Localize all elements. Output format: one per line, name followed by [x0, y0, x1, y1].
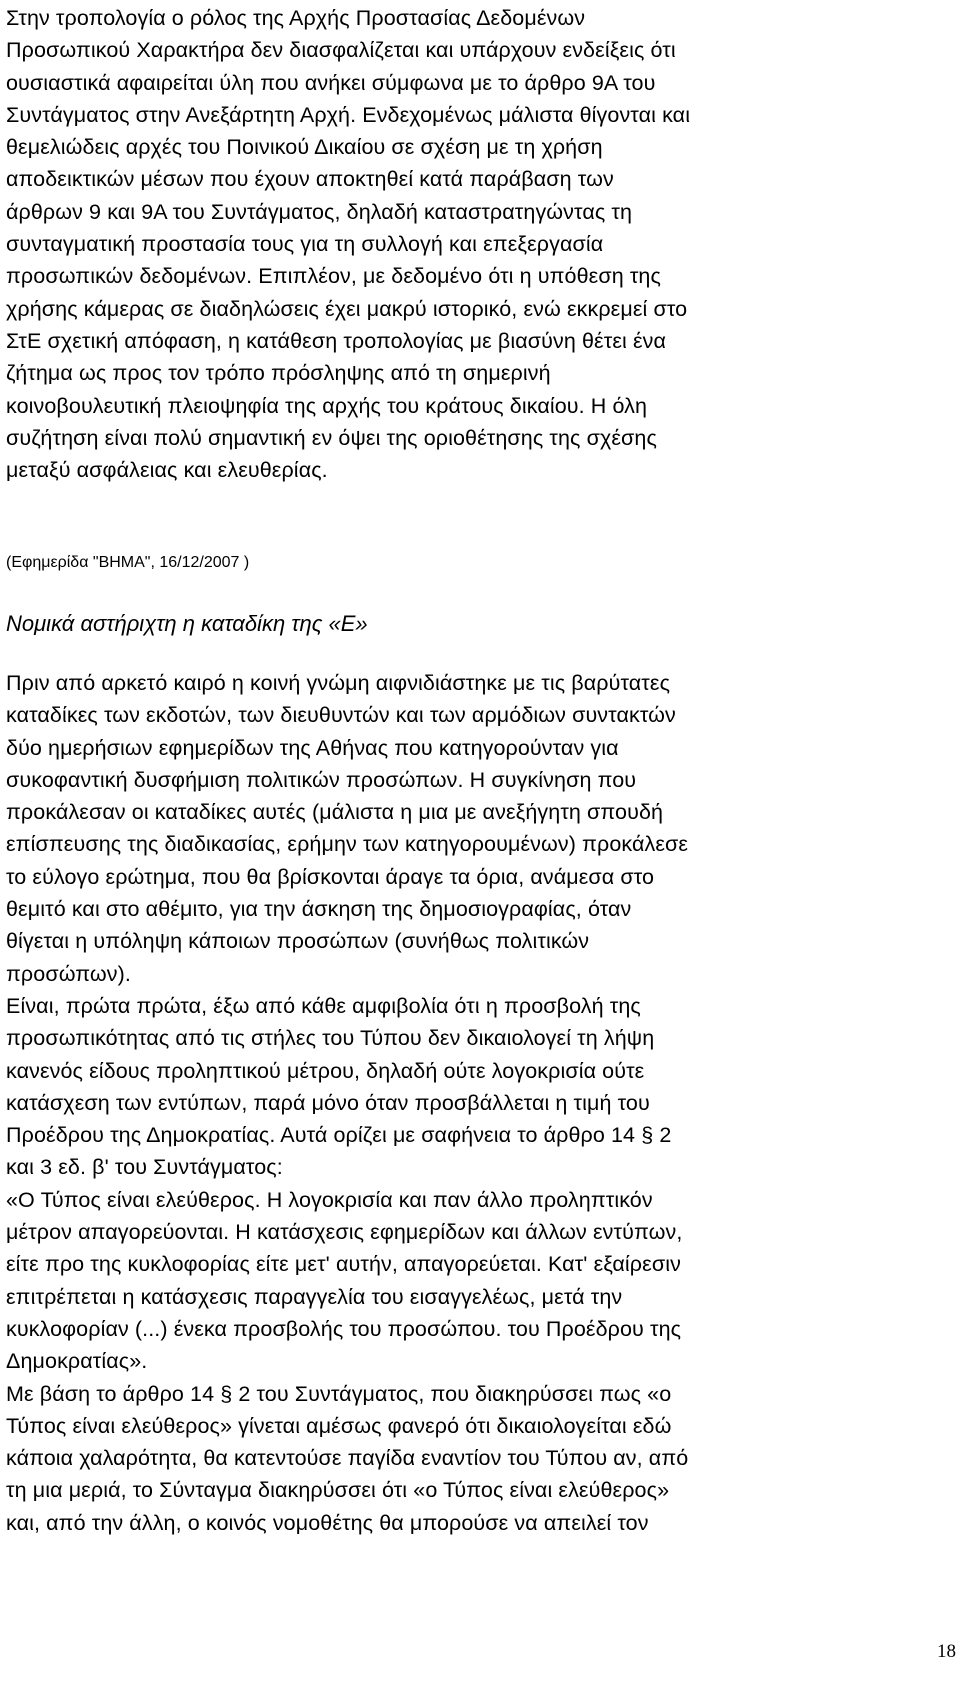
text-line: θεμιτό και στο αθέμιτο, για την άσκηση της δημοσιογραφίας, όταν	[6, 897, 632, 922]
text-line: «Ο Τύπος είναι ελεύθερος. Η λογοκρισία και παν άλλο προληπτικόν	[6, 1187, 653, 1212]
text-line: άρθρων 9 και 9Α του Συντάγματος, δηλαδή καταστρατηγώντας τη	[6, 199, 633, 224]
text-line: συζήτηση είναι πολύ σημαντική εν όψει της οριοθέτησης της σχέσης	[6, 425, 657, 450]
text-line: ουσιαστικά αφαιρείται ύλη που ανήκει σύμφωνα με το άρθρο 9Α του	[6, 70, 656, 95]
text-line: χρήσης κάμερας σε διαδηλώσεις έχει μακρύ ιστορικό, ενώ εκκρεμεί στο	[6, 296, 688, 321]
text-line: Πριν από αρκετό καιρό η κοινή γνώμη αιφνιδιάστηκε με τις βαρύτατες	[6, 671, 671, 695]
text-line: θεμελιώδεις αρχές του Ποινικού Δικαίου σε σχέση με τη χρήση	[6, 135, 603, 160]
text-line: και 3 εδ. β' του Συντάγματος:	[6, 1155, 283, 1180]
text-line: καταδίκες των εκδοτών, των διευθυντών και των αρμόδιων συντακτών	[6, 703, 676, 728]
text-line: και, από την άλλη, ο κοινός νομοθέτης θα μπορούσε να απειλεί τον	[6, 1510, 649, 1535]
text-line: κάποια χαλαρότητα, θα κατεντούσε παγίδα εναντίον του Τύπου αν, από	[6, 1446, 689, 1471]
text-line: προσωπικών δεδομένων. Επιπλέον, με δεδομένο ότι η υπόθεση της	[6, 264, 661, 289]
text-line: κανενός είδους προληπτικού μέτρου, δηλαδή ούτε λογοκρισία ούτε	[6, 1058, 645, 1083]
text-line: Προσωπικού Χαρακτήρα δεν διασφαλίζεται και υπάρχουν ενδείξεις ότι	[6, 38, 676, 63]
text-line: είτε προ της κυκλοφορίας είτε μετ' αυτήν, απαγορεύεται. Κατ' εξαίρεσιν	[6, 1252, 681, 1277]
text-line: προσώπων).	[6, 961, 131, 986]
text-line: Δημοκρατίας».	[6, 1349, 148, 1374]
article-body	[6, 667, 688, 1539]
text-line: επιτρέπεται η κατάσχεσις παραγγελία του εισαγγελέως, μετά την	[6, 1284, 623, 1309]
text-line: Συντάγματος στην Ανεξάρτητη Αρχή. Ενδεχομένως μάλιστα θίγονται και	[6, 102, 691, 127]
text-line: μεταξύ ασφάλειας και ελευθερίας.	[6, 458, 328, 483]
text-line: Είναι, πρώτα πρώτα, έξω από κάθε αμφιβολία ότι η προσβολή της	[6, 993, 641, 1018]
text-line: κατάσχεση των εντύπων, παρά μόνο όταν προσβάλλεται η τιμή του	[6, 1090, 650, 1115]
text-line: ΣτΕ σχετική απόφαση, η κατάθεση τροπολογίας με βιασύνη θέτει ένα	[6, 328, 667, 353]
text-line: Τύπος είναι ελεύθερος» γίνεται αμέσως φανερό ότι δικαιολογείται εδώ	[6, 1413, 672, 1438]
article-title: Νομικά αστήριχτη η καταδίκη της «Ε»	[6, 611, 368, 636]
text-line: κοινοβουλευτική πλειοψηφία της αρχής του κράτους δικαίου. Η όλη	[6, 393, 648, 418]
text-line: Με βάση το άρθρο 14 § 2 του Συντάγματος, που διακηρύσσει πως «ο	[6, 1381, 672, 1406]
page-number: 18	[937, 1641, 956, 1662]
text-line: δύο ημερήσιων εφημερίδων της Αθήνας που κατηγορούνταν για	[6, 735, 619, 760]
text-line: επίσπευσης της διαδικασίας, ερήμην των κατηγορουμένων) προκάλεσε	[6, 832, 689, 857]
text-line: Στην τροπολογία ο ρόλος της Αρχής Προστασίας Δεδομένων	[6, 6, 586, 30]
text-line: συνταγματική προστασία τους για τη συλλογή και επεξεργασία	[6, 232, 604, 257]
text-line: μέτρον απαγορεύονται. Η κατάσχεσις εφημερίδων και άλλων εντύπων,	[6, 1220, 683, 1245]
text-line: το εύλογο ερώτημα, που θα βρίσκονται άραγε τα όρια, ανάμεσα στο	[6, 864, 655, 889]
text-line: προσωπικότητας από τις στήλες του Τύπου δεν δικαιολογεί τη λήψη	[6, 1026, 655, 1051]
text-line: συκοφαντική δυσφήμιση πολιτικών προσώπων. Η συγκίνηση που	[6, 767, 637, 792]
text-line: κυκλοφορίαν (...) ένεκα προσβολής του προσώπου. του Προέδρου της	[6, 1316, 682, 1341]
text-line: θίγεται η υπόληψη κάποιων προσώπων (συνήθως πολιτικών	[6, 929, 590, 954]
paragraph-camera-amendment	[6, 2, 690, 486]
text-line: τη μια μεριά, το Σύνταγμα διακηρύσσει ότι «ο Τύπος είναι ελεύθερος»	[6, 1478, 670, 1503]
source-citation: (Εφημερίδα "ΒΗΜΑ", 16/12/2007 )	[6, 554, 250, 571]
text-line: ζήτημα ως προς τον τρόπο πρόσληψης από τη σημερινή	[6, 361, 551, 386]
text-line: αποδεικτικών μέσων που έχουν αποκτηθεί κατά παράβαση των	[6, 167, 614, 192]
text-line: προκάλεσαν οι καταδίκες αυτές (μάλιστα η μια με ανεξήγητη σπουδή	[6, 800, 664, 825]
text-line: Προέδρου της Δημοκρατίας. Αυτά ορίζει με σαφήνεια το άρθρο 14 § 2	[6, 1123, 672, 1148]
